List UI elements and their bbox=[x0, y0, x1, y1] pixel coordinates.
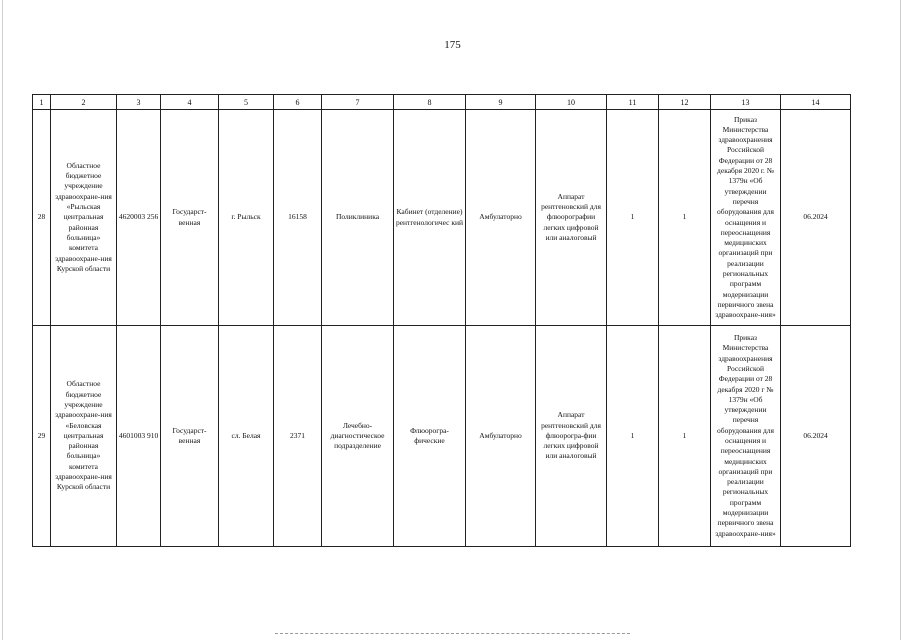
ownership-type: Государст-венная bbox=[161, 326, 219, 547]
equipment-table bbox=[32, 94, 851, 547]
header-cell: 9 bbox=[466, 95, 536, 110]
scan-artifact bbox=[275, 633, 630, 636]
table-row bbox=[33, 110, 851, 326]
header-cell: 3 bbox=[117, 95, 161, 110]
quantity-planned: 1 bbox=[659, 326, 711, 547]
header-cell: 10 bbox=[536, 95, 607, 110]
row-number: 28 bbox=[33, 110, 51, 326]
header-cell: 7 bbox=[322, 95, 394, 110]
header-cell: 13 bbox=[711, 95, 781, 110]
table-row bbox=[33, 326, 851, 547]
care-conditions: Амбулаторно bbox=[466, 110, 536, 326]
legal-basis: Приказ Министерства здравоохранения Российской Федерации от 28 декабря 2020 г. № 1379н «Об утверждении перечня оборудования для оснащения и переоснащения медицинских организаций при реализации региональных программ модернизации первичного звена здравоохране-ния» bbox=[711, 110, 781, 326]
registry-code: 4620003 256 bbox=[117, 110, 161, 326]
locality: г. Рыльск bbox=[219, 110, 274, 326]
header-cell: 5 bbox=[219, 95, 274, 110]
equipment-name: Аппарат рентгеновский для флюорогра-фии легких цифровой или аналоговый bbox=[536, 326, 607, 547]
department: Флюорогра-фические bbox=[394, 326, 466, 547]
population: 2371 bbox=[274, 326, 322, 547]
deadline: 06.2024 bbox=[781, 326, 851, 547]
scan-edge-left bbox=[2, 0, 3, 640]
header-cell: 8 bbox=[394, 95, 466, 110]
subdivision: Поликлиника bbox=[322, 110, 394, 326]
organization-name: Областное бюджетное учреждение здравоохране-ния «Беловская центральная районная больница» комитета здравоохране-ния Курской области bbox=[51, 326, 117, 547]
organization-name: Областное бюджетное учреждение здравоохране-ния «Рыльская центральная районная больница» комитета здравоохране-ния Курской области bbox=[51, 110, 117, 326]
header-cell: 11 bbox=[607, 95, 659, 110]
quantity-planned: 1 bbox=[659, 110, 711, 326]
quantity-required: 1 bbox=[607, 326, 659, 547]
locality: сл. Белая bbox=[219, 326, 274, 547]
header-cell: 2 bbox=[51, 95, 117, 110]
equipment-name: Аппарат рентгеновский для флюорографии легких цифровой или аналоговый bbox=[536, 110, 607, 326]
legal-basis: Приказ Министерства здравоохранения Российской Федерации от 28 декабря 2020 г № 1379н «Об утверждении перечня оборудования для оснащения и переоснащения медицинских организаций при реализации региональных программ модернизации первичного звена здравоохране-ния» bbox=[711, 326, 781, 547]
header-row bbox=[33, 95, 851, 110]
department: Кабинет (отделение) рентгенологичес кий bbox=[394, 110, 466, 326]
scan-edge-right bbox=[900, 0, 901, 640]
row-number: 29 bbox=[33, 326, 51, 547]
page-number: 175 bbox=[444, 39, 461, 51]
deadline: 06.2024 bbox=[781, 110, 851, 326]
quantity-required: 1 bbox=[607, 110, 659, 326]
header-cell: 6 bbox=[274, 95, 322, 110]
ownership-type: Государст-венная bbox=[161, 110, 219, 326]
registry-code: 4601003 910 bbox=[117, 326, 161, 547]
subdivision: Лечебно-диагностическое подразделение bbox=[322, 326, 394, 547]
population: 16158 bbox=[274, 110, 322, 326]
header-cell: 12 bbox=[659, 95, 711, 110]
header-cell: 14 bbox=[781, 95, 851, 110]
header-cell: 1 bbox=[33, 95, 51, 110]
header-cell: 4 bbox=[161, 95, 219, 110]
care-conditions: Амбулаторно bbox=[466, 326, 536, 547]
